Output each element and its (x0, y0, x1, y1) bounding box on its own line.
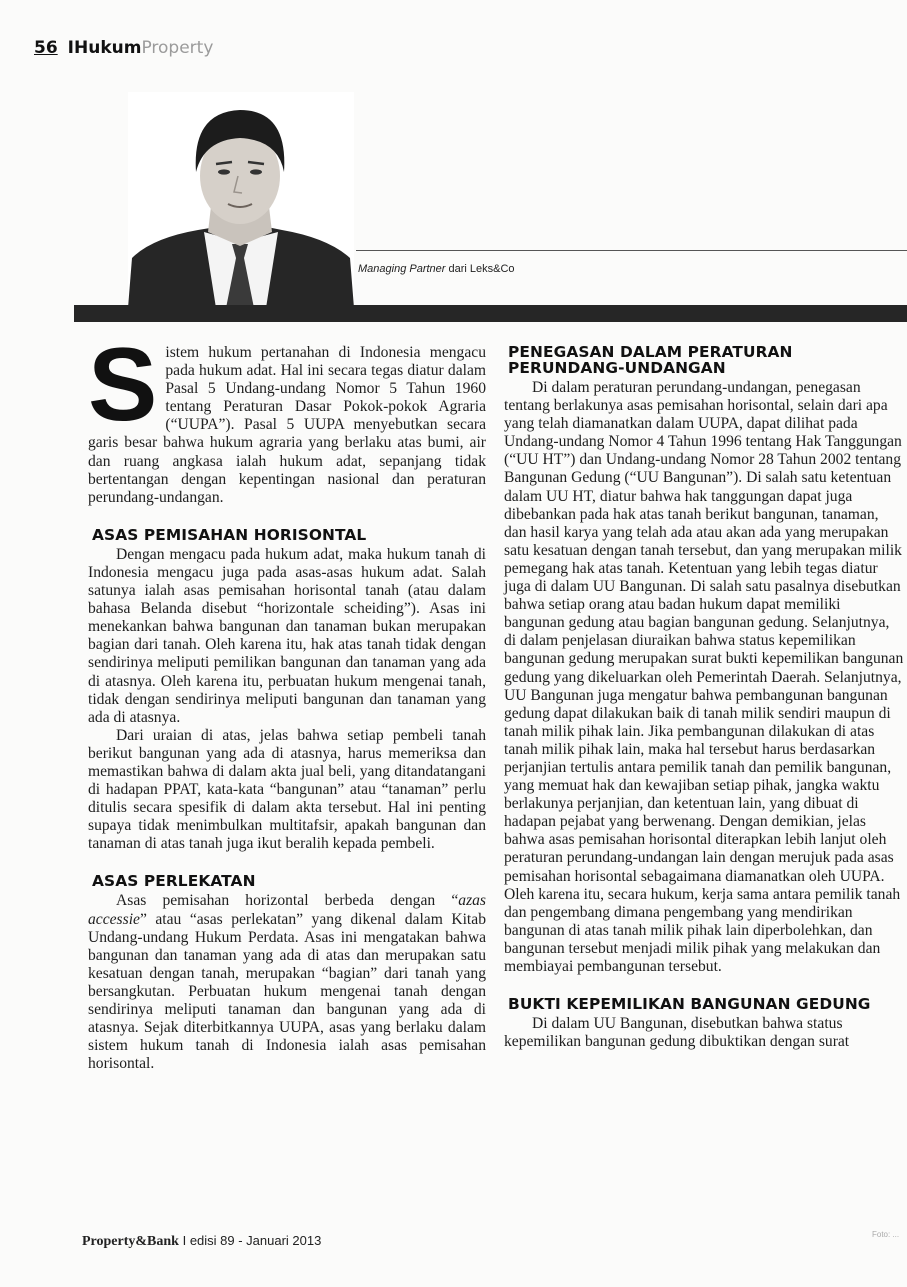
paragraph (88, 892, 486, 1073)
caption-organization: dari Leks&Co (445, 263, 515, 275)
right-column (504, 344, 904, 1051)
header-band (74, 305, 907, 322)
section-heading-horizontal: ASAS PEMISAHAN HORISONTAL (92, 525, 367, 544)
footer-separator: I (178, 1233, 190, 1248)
paragraph: Dengan mengacu pada hukum adat, maka hukum tanah di Indonesia mengacu juga pada asas-asas hukum adat. Salah satunya ialah asas pemisahan horisontal tanah (atau dalam bahasa Belanda disebut “horizontale scheiding”). Asas ini menekankan bahwa bangunan dan tanaman bukan merupakan bagian dari tanah. Oleh karena itu, hak atas tanah tidak dengan sendirinya meliputi pemilikan bangunan dan tanaman yang ada di atasnya. Oleh karena itu, perbuatan hukum mengenai tanah, tidak dengan sendirinya meliputi bangunan dan tanaman yang ada di atasnya. (88, 545, 486, 726)
page-header (34, 38, 213, 58)
section-heading-regulation: PENEGASAN DALAM PERATURAN PERUNDANG-UNDANGAN (508, 343, 793, 377)
portrait-photo (128, 92, 354, 308)
page-footer (82, 1233, 321, 1250)
edition-info: edisi 89 - Januari 2013 (189, 1233, 322, 1248)
section-title-light: Property (141, 38, 214, 58)
intro-paragraph (88, 327, 486, 507)
section-title-bold: Hukum (74, 38, 142, 58)
paragraph: Di dalam peraturan perundang-undangan, penegasan tentang berlakunya asas pemisahan horisontal, selain dari apa yang telah diamanatkan dalam UUPA, dapat dilihat pada Undang-undang Nomor 4 Tahun 1996 tentang Hak Tanggungan (“UU HT”) dan Undang-undang Nomor 28 Tahun 2002 tentang Bangunan Gedung (“UU Bangunan”). Di salah satu ketentuan dalam UU HT, diatur bahwa hak tanggungan dapat juga dibebankan pada hak atas tanah berikut bangunan, tanaman, dan hasil karya yang telah ada atau akan ada yang merupakan satu kesatuan dengan tanah tersebut, dan yang merupakan milik pemegang hak atas tanah. Ketentuan yang lebih tegas diatur juga di dalam UU Bangunan. Di salah satu pasalnya disebutkan bahwa setiap orang atau badan hukum dapat memiliki bangunan gedung atau bagian bangunan gedung. Selanjutnya, di dalam penjelasan diuraikan bahwa status kepemilikan bangunan gedung merupakan surat bukti kepemilikan bangunan gedung yang dikeluarkan oleh Pemerintah Daerah. Selanjutnya, UU Bangunan juga mengatur bahwa pembangunan bangunan gedung dapat dilakukan baik di tanah milik sendiri maupun di tanah milik pihak lain. Jika pembangunan dilakukan di atas tanah milik pihak lain, maka hal tersebut harus berdasarkan perjanjian tertulis antara pemilik tanah dan pemilik bangunan, yang memuat hak dan kewajiban setiap pihak, jangka waktu berlakunya perjanjian, dan ketentuan lain, yang dibuat di hadapan pejabat yang berwenang. Dengan demikian, jelas bahwa asas pemisahan horisontal diterapkan lebih lanjut oleh peraturan perundang-undangan lain dengan merujuk pada asas pemisahan horisontal sebagaimana diamanatkan oleh UUPA. Oleh karena itu, secara hukum, kerja sama antara pemilik tanah dan pengembang dimana pengembang yang mendirikan bangunan di atas tanah milik pihak lain diperbolehkan, dan bangunan tersebut menjadi milik pihak yang melakukan dan membiayai pembangunan tersebut. (504, 379, 904, 975)
section-heading-ownership-proof: BUKTI KEPEMILIKAN BANGUNAN GEDUNG (508, 995, 871, 1014)
left-column (88, 327, 486, 1073)
header-separator: I (67, 38, 74, 58)
page-number: 56 (34, 38, 58, 58)
caption-role: Managing Partner (358, 263, 446, 275)
magazine-brand: Property&Bank (82, 1234, 179, 1249)
caption-rule (356, 250, 907, 251)
photo-credit: Foto: ... (872, 1230, 900, 1239)
text-run: ” atau “asas perlekatan” yang dikenal dalam Kitab Undang-undang Hukum Perdata. Asas ini mengatakan bahwa bangunan dan tanaman yang ada di atas dan merupakan satu kesatuan dengan tanah, merupakan “bagian” dari tanah yang bersangkutan. Perbuatan hukum mengenai tanah dengan sendirinya meliputi tanaman dan bangunan yang ada di atasnya. Sejak diterbitkannya UUPA, asas yang berlaku dalam sistem hukum tanah di Indonesia ialah asas pemisahan horisontal. (88, 910, 486, 1073)
photo-caption (358, 263, 515, 275)
drop-cap: S (88, 327, 158, 443)
section-heading-attachment: ASAS PERLEKATAN (92, 872, 256, 891)
paragraph: Dari uraian di atas, jelas bahwa setiap pembeli tanah berikut bangunan yang ada di atasnya, harus memeriksa dan memastikan bahwa di dalam akta jual beli, yang ditandatangani di hadapan PPAT, kata-kata “bangunan” atau “tanaman” perlu ditulis secara spesifik di dalam akta tersebut. Hal ini penting supaya tidak menimbulkan multitafsir, apakah bangunan dan tanaman di atas tanah juga ikut beralih kepada pembeli. (88, 726, 486, 853)
text-run: Asas pemisahan horizontal berbeda dengan “ (116, 892, 459, 910)
italic-term: azas accessie (88, 892, 486, 928)
paragraph: Di dalam UU Bangunan, disebutkan bahwa status kepemilikan bangunan gedung dibuktikan dengan surat (504, 1015, 850, 1051)
intro-text: istem hukum pertanahan di Indonesia mengacu pada hukum adat. Hal ini secara tegas diatur dalam Pasal 5 Undang-undang Nomor 5 Tahun 1960 tentang Peraturan Dasar Pokok-pokok Agraria (“UUPA”). Pasal 5 UUPA menyebutkan secara garis besar bahwa hukum agraria yang berlaku atas bumi, air dan ruang angkasa ialah hukum adat, sepanjang tidak bertentangan dengan kepentingan nasional dan peraturan perundang-undangan. (88, 344, 486, 506)
